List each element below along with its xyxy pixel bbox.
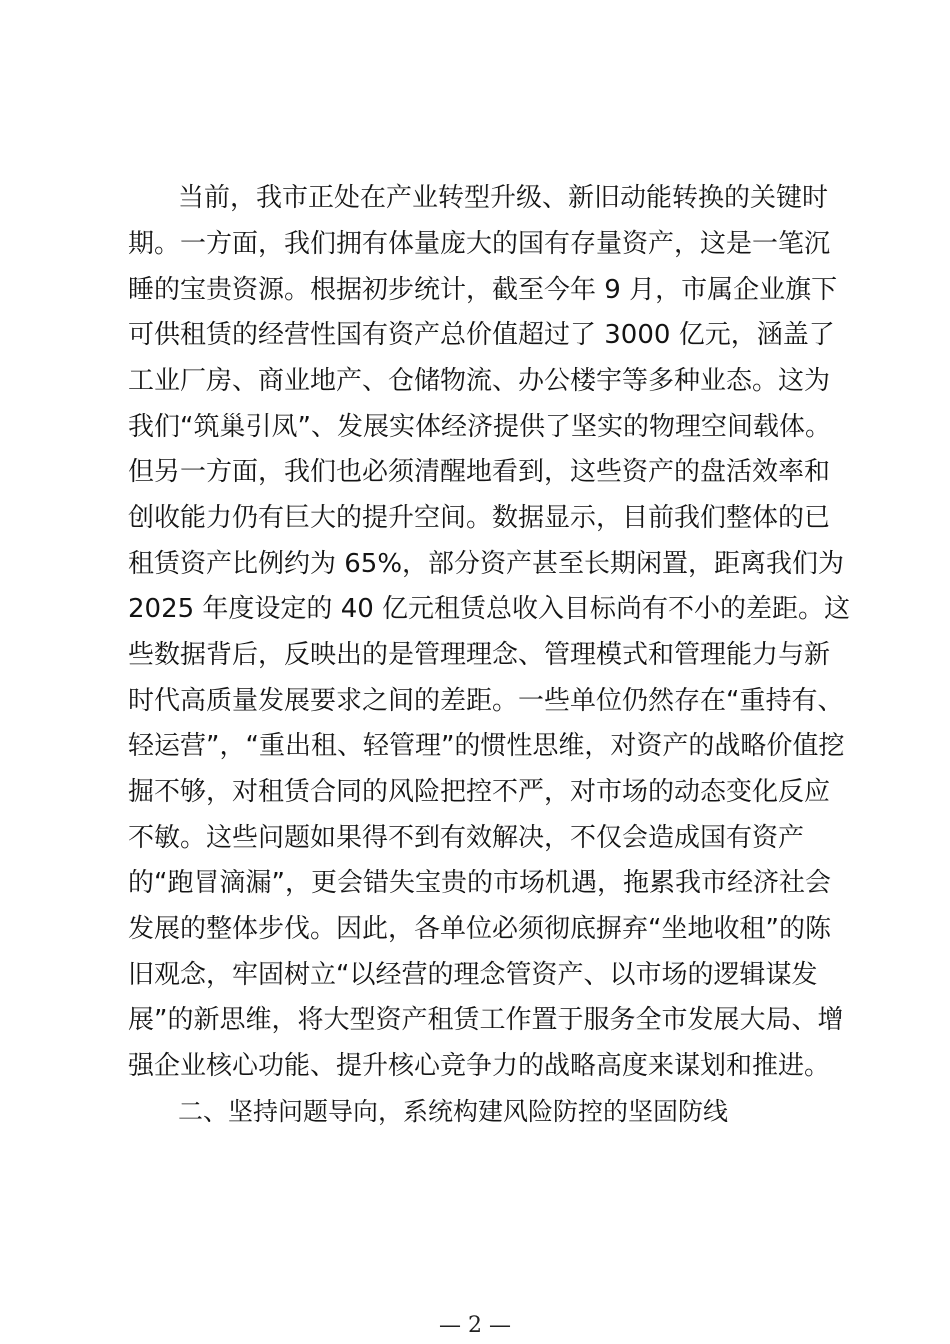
- paragraph-line: 掘不够，对租赁合同的风险把控不严，对市场的动态变化反应: [128, 777, 831, 807]
- paragraph-line: 期。一方面，我们拥有体量庞大的国有存量资产，这是一笔沉: [128, 229, 831, 259]
- paragraph-line: 些数据背后，反映出的是管理理念、管理模式和管理能力与新: [128, 640, 831, 670]
- paragraph-line: 发展的整体步伐。因此，各单位必须彻底摒弃“坐地收租”的陈: [128, 914, 831, 944]
- paragraph-line: 租赁资产比例约为 65%，部分资产甚至长期闲置，距离我们为: [128, 549, 845, 579]
- paragraph-line: 旧观念，牢固树立“以经营的理念管资产、以市场的逻辑谋发: [128, 960, 818, 990]
- paragraph-line: 强企业核心功能、提升核心竞争力的战略高度来谋划和推进。: [128, 1051, 831, 1081]
- paragraph-line: 当前，我市正处在产业转型升级、新旧动能转换的关键时: [178, 183, 829, 213]
- paragraph-line: 睡的宝贵资源。根据初步统计，截至今年 9 月，市属企业旗下: [128, 275, 838, 305]
- paragraph-line: 我们“筑巢引凤”、发展实体经济提供了坚实的物理空间载体。: [128, 412, 831, 442]
- section-heading: 二、坚持问题导向，系统构建风险防控的坚固防线: [178, 1097, 729, 1126]
- paragraph-line: 2025 年度设定的 40 亿元租赁总收入目标尚有不小的差距。这: [128, 594, 851, 624]
- paragraph-line: 展”的新思维，将大型资产租赁工作置于服务全市发展大局、增: [128, 1005, 844, 1035]
- paragraph-line: 时代高质量发展要求之间的差距。一些单位仍然存在“重持有、: [128, 686, 844, 716]
- paragraph-line: 不敏。这些问题如果得不到有效解决，不仅会造成国有资产: [128, 823, 805, 853]
- paragraph-line: 创收能力仍有巨大的提升空间。数据显示，目前我们整体的已: [128, 503, 831, 533]
- paragraph-line: 轻运营”，“重出租、轻管理”的惯性思维，对资产的战略价值挖: [128, 731, 845, 761]
- paragraph-line: 但另一方面，我们也必须清醒地看到，这些资产的盘活效率和: [128, 457, 831, 487]
- page-number: — 2 —: [439, 1313, 511, 1338]
- paragraph-line: 的“跑冒滴漏”，更会错失宝贵的市场机遇，拖累我市经济社会: [128, 868, 831, 898]
- paragraph-line: 工业厂房、商业地产、仓储物流、办公楼宇等多种业态。这为: [128, 366, 831, 396]
- paragraph-line: 可供租赁的经营性国有资产总价值超过了 3000 亿元，涵盖了: [128, 320, 835, 350]
